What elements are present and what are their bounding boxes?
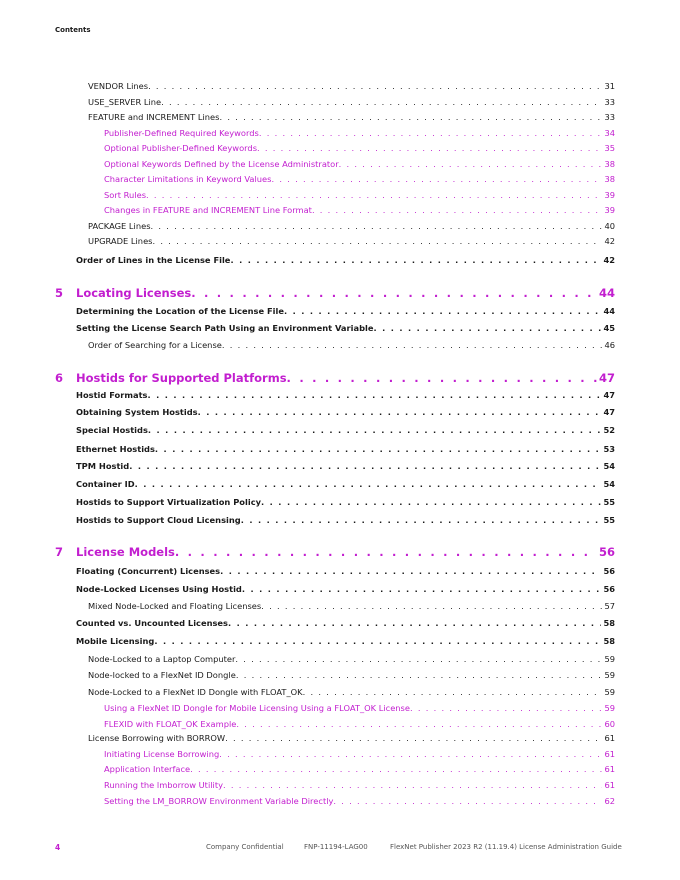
toc-entry-page-number[interactable]: 46 [604,340,615,350]
dot-leader [222,340,603,350]
footer-page-number: 4 [55,843,61,852]
toc-entry[interactable] [104,764,615,774]
toc-entry[interactable] [104,174,615,184]
footer-confidential: Company Confidential [206,843,284,851]
toc-entry-label[interactable]: FLEXID with FLOAT_OK Example [104,719,237,729]
toc-entry-page-number[interactable]: 59 [604,670,615,680]
toc-entry-page-number[interactable]: 38 [604,159,615,169]
toc-entry-page-number[interactable]: 40 [604,221,615,231]
dot-leader [146,190,602,200]
dot-leader [220,566,601,576]
dot-leader [219,112,602,122]
toc-entry-label[interactable]: Node-Locked Licenses Using Hostid [76,584,242,594]
toc-entry-page-number[interactable]: 59 [604,687,615,697]
toc-entry-label[interactable]: PACKAGE Lines [88,221,151,231]
dot-leader [161,97,602,107]
dot-leader [129,461,601,471]
toc-entry-page-number[interactable]: 47 [603,390,615,400]
toc-entry-page-number[interactable]: 42 [603,255,615,265]
toc-entry[interactable] [104,143,615,153]
toc-entry-label[interactable]: Sort Rules [104,190,147,200]
toc-entry[interactable] [88,733,615,743]
dot-leader [272,174,603,184]
toc-entry-label[interactable]: Changes in FEATURE and INCREMENT Line Format [104,205,312,215]
toc-entry-label[interactable]: Container ID [76,479,135,489]
toc-entry[interactable] [104,205,615,215]
toc-entry[interactable] [76,306,615,316]
toc-entry-label[interactable]: Character Limitations in Keyword Values [104,174,272,184]
toc-entry[interactable] [88,221,615,231]
dot-leader [284,306,601,316]
toc-entry-label[interactable]: Node-Locked to a FlexNet ID Dongle with FLOAT_OK [88,687,303,697]
toc-entry[interactable] [104,796,615,806]
toc-entry-label[interactable]: Hostids to Support Virtualization Policy [76,497,262,507]
toc-entry-page-number[interactable]: 56 [603,566,615,576]
toc-entry-label[interactable]: Ethernet Hostids [76,444,155,454]
dot-leader [261,601,602,611]
dot-leader [287,371,597,385]
toc-entry-label[interactable]: UPGRADE Lines [88,236,153,246]
toc-entry-label[interactable]: Determining the Location of the License File [76,306,284,316]
toc-entry-page-number[interactable]: 38 [604,174,615,184]
toc-entry-page-number[interactable]: 62 [604,796,615,806]
toc-entry-label[interactable]: License Models [76,545,175,559]
page-header: Contents [55,26,91,34]
toc-entry[interactable] [76,566,615,576]
toc-entry-label[interactable]: License Borrowing with BORROW [88,733,226,743]
dot-leader [223,780,602,790]
toc-entry-label[interactable]: TPM Hostid [76,461,130,471]
toc-entry[interactable] [104,703,615,713]
toc-entry[interactable] [104,719,615,729]
toc-entry-label[interactable]: Hostids for Supported Platforms [76,371,287,385]
toc-entry-page-number[interactable]: 33 [604,112,615,122]
toc-entry-page-number[interactable]: 57 [604,601,615,611]
toc-entry[interactable] [76,390,615,400]
toc-entry-label[interactable]: Setting the LM_BORROW Environment Variable Directly [104,796,334,806]
toc-entry-label[interactable]: Hostids to Support Cloud Licensing [76,515,241,525]
toc-entry-page-number[interactable]: 44 [598,286,615,300]
dot-leader [236,719,602,729]
toc-entry[interactable] [76,444,615,454]
toc-entry[interactable] [88,97,615,107]
toc-entry-page-number[interactable]: 33 [604,97,615,107]
toc-entry-page-number[interactable]: 54 [603,479,615,489]
toc-entry[interactable] [88,654,615,664]
dot-leader [154,636,601,646]
toc-entry[interactable] [88,112,615,122]
toc-entry-page-number[interactable]: 31 [604,81,615,91]
toc-entry[interactable] [76,584,615,594]
toc-entry-label[interactable]: Obtaining System Hostids [76,407,198,417]
toc-entry-page-number[interactable]: 55 [603,515,615,525]
toc-entry-label[interactable]: VENDOR Lines [88,81,149,91]
dot-leader [236,670,603,680]
toc-entry-page-number[interactable]: 44 [603,306,615,316]
dot-leader [312,205,603,215]
toc-entry-page-number[interactable]: 61 [604,749,615,759]
toc-entry[interactable] [76,407,615,417]
dot-leader [235,654,602,664]
chapter-number: 7 [55,545,64,559]
toc-entry[interactable] [76,461,615,471]
toc-entry-label[interactable]: Mixed Node-Locked and Floating Licenses [88,601,262,611]
toc-entry-page-number[interactable]: 45 [603,323,615,333]
dot-leader [228,618,601,628]
toc-entry-page-number[interactable]: 34 [604,128,615,138]
dot-leader [373,323,601,333]
toc-entry-label[interactable]: Hostid Formats [76,390,148,400]
toc-entry-label[interactable]: Special Hostids [76,425,148,435]
toc-entry[interactable] [88,340,615,350]
toc-chapter-entry[interactable] [55,286,615,300]
toc-entry-page-number[interactable]: 56 [603,584,615,594]
toc-entry-label[interactable]: Using a FlexNet ID Dongle for Mobile Licensing Using a FLOAT_OK License [104,703,410,713]
toc-entry[interactable] [76,497,615,507]
toc-entry[interactable] [104,128,615,138]
dot-leader [339,159,603,169]
toc-entry-label[interactable]: USE_SERVER Line [88,97,162,107]
dot-leader [151,221,603,231]
dot-leader [257,143,602,153]
toc-entry-label[interactable]: Optional Keywords Defined by the License Administrator [104,159,339,169]
toc-entry-page-number[interactable]: 61 [604,733,615,743]
toc-entry-page-number[interactable]: 59 [604,703,615,713]
dot-leader [175,545,597,559]
toc-entry[interactable] [88,601,615,611]
toc-entry-page-number[interactable]: 52 [603,425,615,435]
dot-leader [261,497,601,507]
toc-entry[interactable] [104,780,615,790]
dot-leader [190,764,602,774]
dot-leader [148,81,602,91]
toc-entry-label[interactable]: Node-Locked to a Laptop Computer [88,654,236,664]
toc-entry-page-number[interactable]: 39 [604,190,615,200]
toc-entry-page-number[interactable]: 47 [598,371,615,385]
dot-leader [191,286,597,300]
toc-entry[interactable] [76,618,615,628]
toc-entry-label[interactable]: Setting the License Search Path Using an Environment Variable [76,323,374,333]
toc-entry-label[interactable]: Locating Licenses [76,286,192,300]
toc-entry-label[interactable]: FEATURE and INCREMENT Lines [88,112,220,122]
toc-entry-page-number[interactable]: 53 [603,444,615,454]
toc-entry[interactable] [88,81,615,91]
toc-entry-label[interactable]: Publisher-Defined Required Keywords [104,128,259,138]
dot-leader [333,796,602,806]
toc-entry[interactable] [104,749,615,759]
dot-leader [198,407,602,417]
dot-leader [303,687,603,697]
toc-entry-label[interactable]: Node-locked to a FlexNet ID Dongle [88,670,236,680]
toc-entry[interactable] [104,159,615,169]
toc-entry[interactable] [76,255,615,265]
dot-leader [410,703,602,713]
dot-leader [153,236,603,246]
dot-leader [242,584,602,594]
dot-leader [148,390,602,400]
toc-entry-page-number[interactable]: 54 [603,461,615,471]
toc-entry-page-number[interactable]: 60 [604,719,615,729]
dot-leader [225,733,602,743]
toc-entry-label[interactable]: Application Interface [104,764,191,774]
toc-entry[interactable] [88,687,615,697]
toc-entry[interactable] [76,636,615,646]
toc-entry-page-number[interactable]: 55 [603,497,615,507]
toc-entry-label[interactable]: Counted vs. Uncounted Licenses [76,618,228,628]
toc-entry[interactable] [88,236,615,246]
toc-entry-label[interactable]: Running the lmborrow Utility [104,780,224,790]
toc-entry-label[interactable]: Order of Searching for a License [88,340,222,350]
dot-leader [241,515,602,525]
toc-entry-page-number[interactable]: 35 [604,143,615,153]
dot-leader [230,255,601,265]
toc-entry-page-number[interactable]: 42 [604,236,615,246]
dot-leader [219,749,602,759]
toc-entry-page-number[interactable]: 47 [603,407,615,417]
toc-chapter-entry[interactable] [55,545,615,559]
toc-entry-page-number[interactable]: 56 [598,545,615,559]
toc-entry-page-number[interactable]: 61 [604,764,615,774]
chapter-number: 5 [55,286,64,300]
toc-entry-page-number[interactable]: 59 [604,654,615,664]
footer-doc-id: FNP-11194-LAG00 [304,843,368,851]
toc-entry-label[interactable]: Mobile Licensing [76,636,155,646]
dot-leader [148,425,602,435]
toc-entry[interactable] [76,323,615,333]
toc-entry-page-number[interactable]: 61 [604,780,615,790]
toc-entry[interactable] [76,479,615,489]
toc-entry-page-number[interactable]: 58 [603,636,615,646]
dot-leader [259,128,603,138]
toc-entry-label[interactable]: Optional Publisher-Defined Keywords [104,143,258,153]
chapter-number: 6 [55,371,64,385]
toc-entry[interactable] [76,515,615,525]
toc-entry[interactable] [76,425,615,435]
dot-leader [135,479,602,489]
toc-entry-label[interactable]: Initiating License Borrowing [104,749,220,759]
toc-entry-page-number[interactable]: 39 [604,205,615,215]
toc-entry-label[interactable]: Floating (Concurrent) Licenses [76,566,221,576]
dot-leader [155,444,602,454]
toc-entry[interactable] [88,670,615,680]
toc-chapter-entry[interactable] [55,371,615,385]
toc-entry-page-number[interactable]: 58 [603,618,615,628]
footer-doc-title: FlexNet Publisher 2023 R2 (11.19.4) License Administration Guide [390,843,622,851]
toc-entry-label[interactable]: Order of Lines in the License File [76,255,231,265]
toc-entry[interactable] [104,190,615,200]
